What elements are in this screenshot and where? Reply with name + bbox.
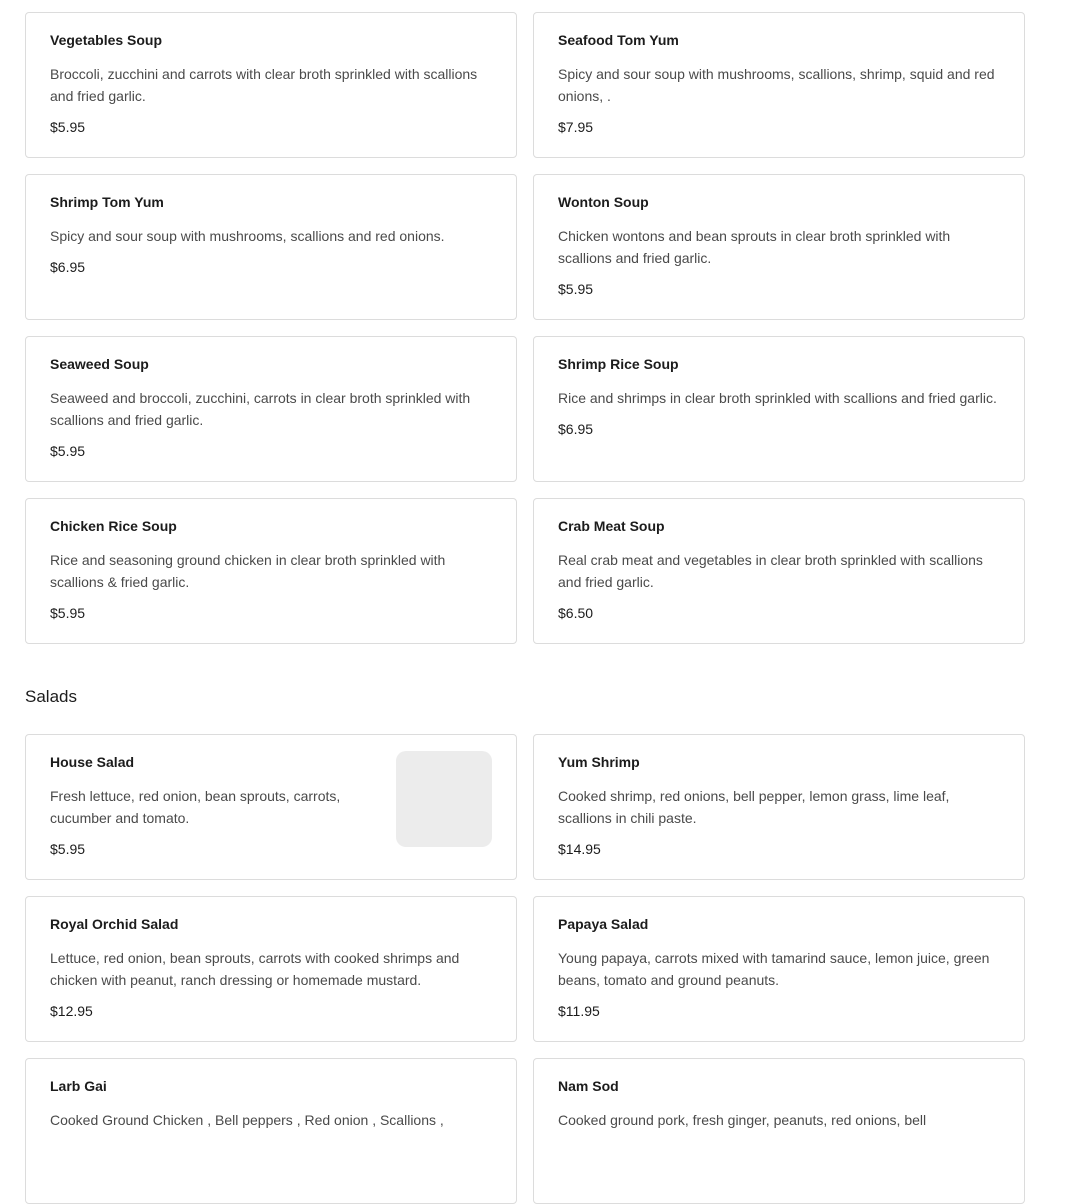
menu-item-card[interactable] bbox=[533, 336, 1025, 482]
item-price: $5.95 bbox=[50, 119, 86, 135]
salads-grid bbox=[25, 734, 1025, 1204]
item-name: Shrimp Rice Soup bbox=[558, 356, 679, 372]
item-description: Fresh lettuce, red onion, bean sprouts, carrots, cucumber and tomato. bbox=[50, 788, 341, 826]
item-name: Larb Gai bbox=[50, 1078, 107, 1094]
menu-item-card[interactable] bbox=[533, 174, 1025, 320]
item-description: Seaweed and broccoli, zucchini, carrots in clear broth sprinkled with scallions and fried garlic. bbox=[50, 390, 471, 428]
item-price: $5.95 bbox=[50, 605, 86, 621]
menu-item-card[interactable] bbox=[25, 498, 517, 644]
item-price: $7.95 bbox=[558, 119, 594, 135]
item-description: Spicy and sour soup with mushrooms, scallions, shrimp, squid and red onions, . bbox=[558, 66, 995, 104]
item-description: Cooked Ground Chicken , Bell peppers , Red onion , Scallions , bbox=[50, 1112, 444, 1128]
menu-item-card[interactable] bbox=[533, 498, 1025, 644]
item-name: Shrimp Tom Yum bbox=[50, 194, 164, 210]
item-description: Lettuce, red onion, bean sprouts, carrots with cooked shrimps and chicken with peanut, ranch dressing or homemade mustard. bbox=[50, 950, 460, 988]
menu-item-card[interactable] bbox=[25, 336, 517, 482]
menu-item-card[interactable] bbox=[533, 896, 1025, 1042]
menu-item-card[interactable] bbox=[25, 734, 517, 880]
item-description: Spicy and sour soup with mushrooms, scallions and red onions. bbox=[50, 228, 445, 244]
item-price: $6.95 bbox=[50, 259, 86, 275]
section-title-salads: Salads bbox=[25, 687, 77, 706]
item-price: $6.50 bbox=[558, 605, 594, 621]
item-name: Chicken Rice Soup bbox=[50, 518, 177, 534]
item-image-placeholder bbox=[396, 751, 492, 847]
item-price: $14.95 bbox=[558, 841, 601, 857]
menu-item-card[interactable] bbox=[533, 1058, 1025, 1204]
item-price: $5.95 bbox=[558, 281, 594, 297]
item-price: $5.95 bbox=[50, 841, 86, 857]
menu-item-card[interactable] bbox=[25, 896, 517, 1042]
item-name: Seafood Tom Yum bbox=[558, 32, 679, 48]
item-name: Royal Orchid Salad bbox=[50, 916, 179, 932]
item-price: $12.95 bbox=[50, 1003, 93, 1019]
item-name: Nam Sod bbox=[558, 1078, 619, 1094]
item-description: Rice and seasoning ground chicken in clear broth sprinkled with scallions & fried garlic. bbox=[50, 552, 446, 590]
menu-item-card[interactable] bbox=[25, 1058, 517, 1204]
item-name: Vegetables Soup bbox=[50, 32, 163, 48]
item-name: Crab Meat Soup bbox=[558, 518, 665, 534]
item-price: $5.95 bbox=[50, 443, 86, 459]
item-description: Rice and shrimps in clear broth sprinkled with scallions and fried garlic. bbox=[558, 390, 997, 406]
item-description: Cooked ground pork, fresh ginger, peanuts, red onions, bell bbox=[558, 1112, 927, 1128]
item-price: $11.95 bbox=[558, 1003, 600, 1019]
item-name: House Salad bbox=[50, 754, 135, 770]
menu-item-card[interactable] bbox=[533, 12, 1025, 158]
menu-item-card[interactable] bbox=[533, 734, 1025, 880]
menu-item-card[interactable] bbox=[25, 174, 517, 320]
item-name: Wonton Soup bbox=[558, 194, 649, 210]
item-description: Cooked shrimp, red onions, bell pepper, lemon grass, lime leaf, scallions in chili paste. bbox=[558, 788, 950, 826]
item-name: Seaweed Soup bbox=[50, 356, 149, 372]
item-description: Chicken wontons and bean sprouts in clear broth sprinkled with scallions and fried garlic. bbox=[558, 228, 951, 266]
item-name: Yum Shrimp bbox=[558, 754, 640, 770]
item-price: $6.95 bbox=[558, 421, 594, 437]
soups-grid bbox=[25, 12, 1025, 644]
item-description: Real crab meat and vegetables in clear broth sprinkled with scallions and fried garlic. bbox=[558, 552, 983, 590]
item-description: Young papaya, carrots mixed with tamarind sauce, lemon juice, green beans, tomato and ground peanuts. bbox=[558, 950, 990, 988]
menu-item-card[interactable] bbox=[25, 12, 517, 158]
item-name: Papaya Salad bbox=[558, 916, 649, 932]
item-description: Broccoli, zucchini and carrots with clear broth sprinkled with scallions and fried garlic. bbox=[50, 66, 478, 104]
